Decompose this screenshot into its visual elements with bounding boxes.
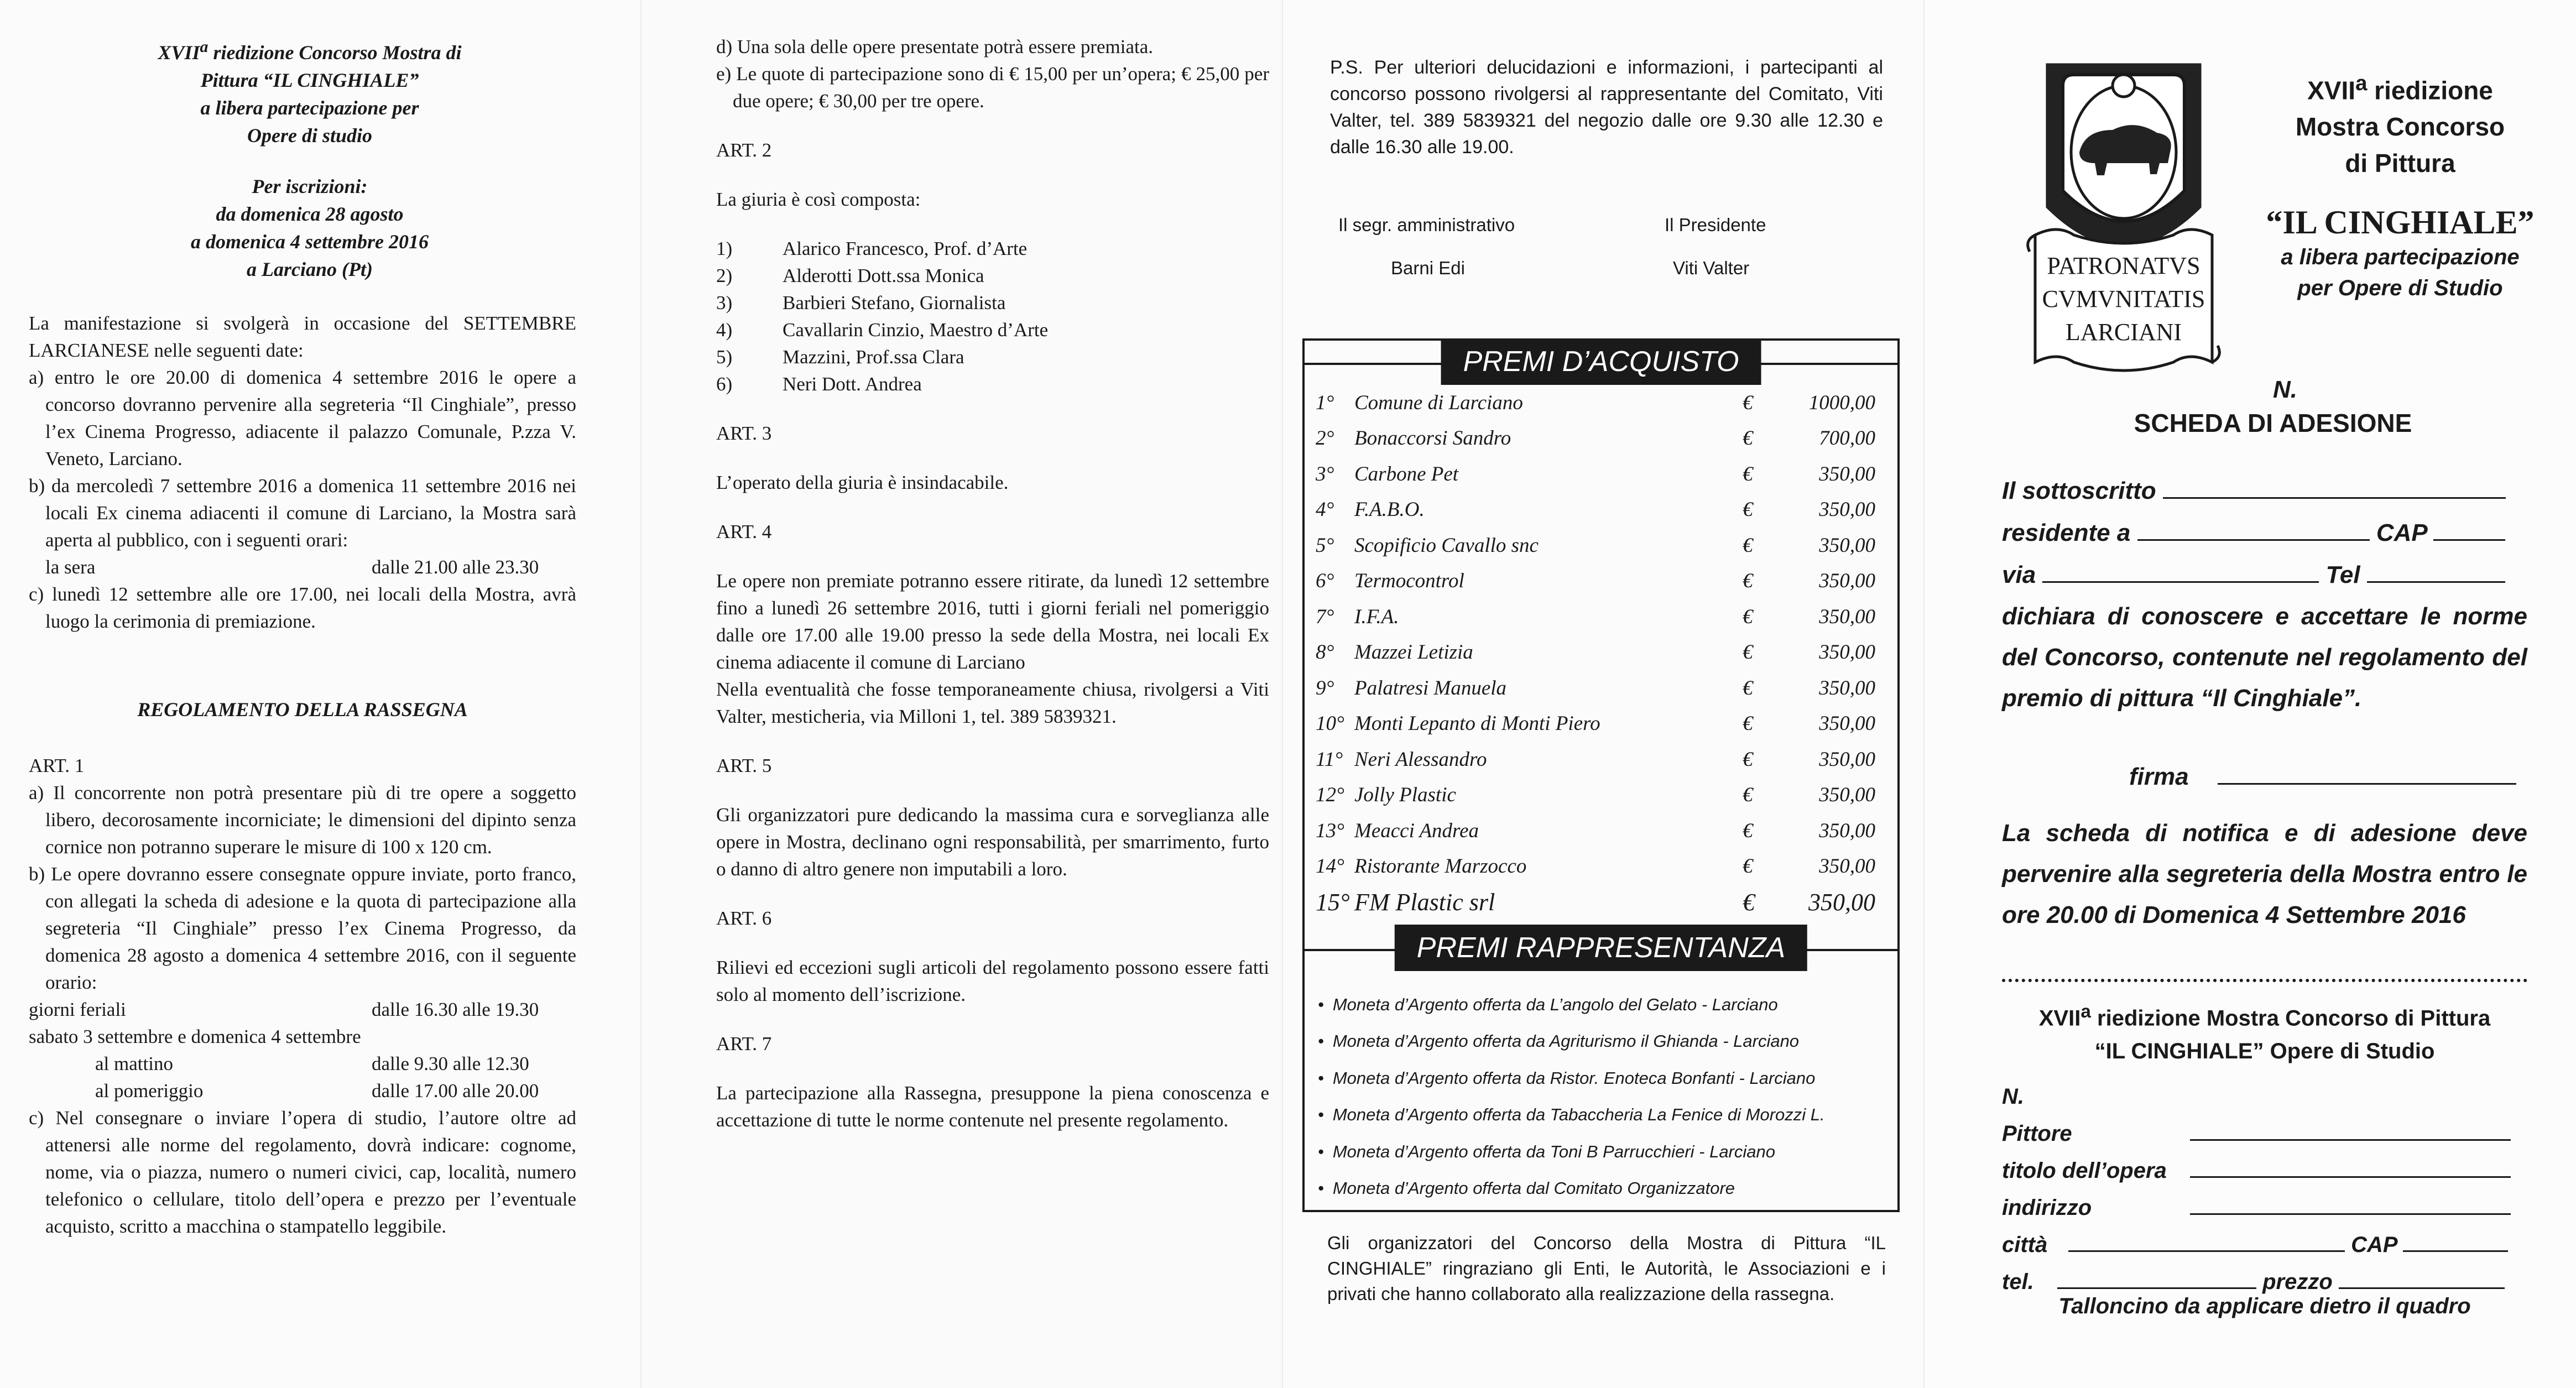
- prize-amount: 350,00: [1819, 534, 1875, 557]
- prize-name: Meacci Andrea: [1354, 819, 1479, 842]
- ps-note: P.S. Per ulteriori delucidazioni e informazioni, i partecipanti al concorso possono rivolgersi al rappresentante del Comitato, Viti Valter, tel. 389 5839321 del negozio dalle ore 9.30 alle 12.30 e dalle 16.30 alle 19.00.: [1330, 57, 1883, 158]
- prize-row: [1305, 670, 1897, 706]
- hdr-rest: riedizione: [2367, 76, 2493, 105]
- prize-currency: €: [1743, 534, 1753, 557]
- hdr-line-2: Mostra Concorso: [2295, 112, 2505, 142]
- iscr-line-4: a Larciano (Pt): [247, 258, 373, 280]
- coup-sup: a: [2080, 1001, 2091, 1022]
- jury-name: Neri Dott. Andrea: [783, 373, 922, 395]
- jury-name: Barbieri Stefano, Giornalista: [783, 292, 1006, 314]
- art7-text: La partecipazione alla Rassegna, presuppone la piena conoscenza e accettazione di tutte le norme contenute nel presente regolamento.: [716, 1082, 1269, 1131]
- art1-item-e: e) Le quote di partecipazione sono di € 15,00 per un’opera; € 25,00 per due opere; € 30,00 per tre opere.: [716, 63, 1269, 112]
- prize-currency: €: [1743, 819, 1753, 842]
- prize-rank: 13°: [1316, 819, 1344, 842]
- coupon-tel-label: tel.: [2002, 1270, 2034, 1294]
- sera-time: dalle 21.00 alle 23.30: [372, 556, 539, 578]
- prize-amount: 1000,00: [1808, 391, 1875, 414]
- prize-amount: 350,00: [1819, 712, 1875, 735]
- sig-left-name: Barni Edi: [1391, 258, 1465, 278]
- feriali-time: dalle 16.30 alle 19.30: [372, 999, 539, 1020]
- art5-heading: ART. 5: [716, 755, 772, 776]
- intro-section: [29, 310, 576, 635]
- sig-right-name: Viti Valter: [1673, 258, 1750, 278]
- intro-item-c: c) lunedì 12 settembre alle ore 17.00, nei locali della Mostra, avrà luogo la cerimonia di premiazione.: [29, 583, 576, 632]
- acquisto-title: PREMI D’ACQUISTO: [1441, 338, 1761, 385]
- indirizzo-field[interactable]: [2190, 1195, 2511, 1215]
- jury-number: 1): [716, 238, 733, 259]
- hdr-sub-1: a libera partecipazione: [2281, 245, 2520, 270]
- prize-row: [1305, 528, 1897, 563]
- prize-name: I.F.A.: [1354, 605, 1399, 628]
- declaration-text: dichiara di conoscere e accettare le norme del Concorso, contenute nel regolamento del premio di pittura “Il Cinghiale”.: [2002, 603, 2527, 712]
- prize-rank: 11°: [1316, 748, 1343, 771]
- via-label: via: [2002, 561, 2036, 588]
- event-title: [53, 33, 567, 149]
- art1-item-c: c) Nel consegnare o inviare l’opera di studio, l’autore oltre ad attenersi alle norme del regolamento, dovrà indicare: cognome, nome, via o piazza, numero o numeri civici, cap, località, numero telefonico o cellulare, titolo dell’opera e prezzo per l’eventuale acquisto, scritto a macchina o stampatello leggibile.: [29, 1107, 576, 1237]
- art6-text: Rilievi ed eccezioni sugli articoli del regolamento possono essere fatti solo al momento dell’iscrizione.: [716, 957, 1269, 1005]
- rappresentanza-item: • Moneta d’Argento offerta da Toni B Parrucchieri - Larciano: [1318, 1134, 1897, 1171]
- prize-currency: €: [1743, 605, 1753, 628]
- prize-currency: €: [1743, 676, 1753, 700]
- prize-amount: 350,00: [1819, 605, 1875, 628]
- titolo-field[interactable]: [2190, 1158, 2511, 1178]
- prize-name: Mazzei Letizia: [1354, 641, 1473, 664]
- prize-name: Jolly Plastic: [1354, 784, 1456, 807]
- prize-amount: 350,00: [1819, 498, 1875, 521]
- panel-regolamento-2: [642, 0, 1283, 1388]
- prize-currency: €: [1743, 855, 1753, 878]
- pomeriggio-label: al pomeriggio: [95, 1080, 204, 1102]
- prize-row: [1305, 635, 1897, 671]
- schedule-pomeriggio: [29, 1077, 576, 1104]
- prize-rank: 8°: [1316, 641, 1334, 664]
- coupon-form: [2002, 1078, 2527, 1301]
- prize-row: [1305, 813, 1897, 849]
- notice-text: La scheda di notifica e di adesione deve pervenire alla segreteria della Mostra entro le ore 20.00 di Domenica 4 Settembre 2016: [2002, 820, 2527, 928]
- prize-row: [1305, 849, 1897, 885]
- rappresentanza-title: PREMI RAPPRESENTANZA: [1395, 925, 1807, 971]
- iscr-line-3: a domenica 4 settembre 2016: [191, 231, 429, 253]
- prize-amount: 350,00: [1819, 462, 1875, 486]
- art1-heading: ART. 1: [29, 755, 85, 776]
- jury-member: [716, 316, 1269, 343]
- prize-currency: €: [1743, 748, 1753, 771]
- jury-member: [716, 289, 1269, 316]
- art1-item-b: b) Le opere dovranno essere consegnate oppure inviate, porto franco, con allegati la scheda di adesione e la quota di partecipazione alla segreteria “Il Cinghiale” presso l’ex Cinema Progresso, da domenica 28 agosto a domenica 4 settembre 2016, con il seguente orario:: [29, 863, 576, 993]
- prize-amount: 350,00: [1819, 748, 1875, 771]
- registration-dates: [53, 173, 567, 283]
- panel-regolamento-1: [0, 0, 642, 1388]
- prize-rank: 12°: [1316, 784, 1344, 807]
- regolamento-heading: REGOLAMENTO DELLA RASSEGNA: [137, 698, 468, 721]
- intro-text: La manifestazione si svolgerà in occasione del SETTEMBRE LARCIANESE nelle seguenti date:: [29, 312, 576, 361]
- prize-rank: 10°: [1316, 712, 1344, 735]
- scheda-header: [2245, 65, 2555, 304]
- scheda-title: SCHEDA DI ADESIONE: [2134, 409, 2412, 437]
- panel-premi: [1283, 0, 1925, 1388]
- title-line-4: Opere di studio: [247, 124, 372, 147]
- jury-number: 2): [716, 265, 733, 286]
- rappresentanza-item: • Moneta d’Argento offerta da Tabaccheria La Fenice di Morozzi L.: [1318, 1097, 1897, 1134]
- art3-text: L’operato della giuria è insindacabile.: [716, 472, 1009, 493]
- prize-rank: 7°: [1316, 605, 1334, 628]
- comune-emblem-logo: [2024, 53, 2223, 401]
- citta-field[interactable]: [2068, 1232, 2345, 1252]
- coup-line-2: “IL CINGHIALE” Opere di Studio: [2094, 1039, 2435, 1064]
- prize-amount: 700,00: [1819, 427, 1875, 450]
- firma-row: [2129, 763, 2516, 791]
- jury-list: [716, 235, 1269, 398]
- tel-field[interactable]: [2367, 563, 2505, 583]
- signatures: [1338, 215, 1891, 279]
- jury-name: Mazzini, Prof.ssa Clara: [783, 346, 964, 368]
- titolo-label: titolo dell’opera: [2002, 1159, 2167, 1183]
- prezzo-label: prezzo: [2262, 1270, 2333, 1294]
- hdr-roman: XVII: [2307, 76, 2356, 105]
- jury-number: 5): [716, 346, 733, 368]
- coupon-n-label: N.: [2002, 1084, 2024, 1109]
- sig-right-title: Il Presidente: [1665, 215, 1766, 235]
- tel-label: Tel: [2325, 561, 2360, 588]
- prize-amount: 350,00: [1819, 855, 1875, 878]
- acquisto-table: [1305, 385, 1897, 920]
- residente-label: residente a: [2002, 519, 2131, 546]
- schedule-weekend: sabato 3 settembre e domenica 4 settembre: [29, 1026, 361, 1047]
- jury-name: Alderotti Dott.ssa Monica: [783, 265, 984, 286]
- jury-name: Alarico Francesco, Prof. d’Arte: [783, 238, 1028, 259]
- talloncino-note: Talloncino da applicare dietro il quadro: [2058, 1294, 2471, 1318]
- prize-name: Ristorante Marzocco: [1354, 855, 1527, 878]
- prize-currency: €: [1743, 498, 1753, 521]
- prize-rank: 4°: [1316, 498, 1334, 521]
- citta-label: città: [2002, 1233, 2048, 1257]
- prize-row: [1305, 492, 1897, 528]
- rappresentanza-item: • Moneta d’Argento offerta da L’angolo del Gelato - Larciano: [1318, 987, 1897, 1024]
- art2-heading: ART. 2: [716, 139, 772, 161]
- coupon-cap-field[interactable]: [2403, 1232, 2508, 1252]
- hdr-line-3: di Pittura: [2345, 149, 2455, 178]
- prize-name: Scopificio Cavallo snc: [1354, 534, 1539, 557]
- rappresentanza-band: [1305, 925, 1897, 971]
- jury-member: [716, 235, 1269, 262]
- coup-roman: XVII: [2038, 1006, 2081, 1031]
- prize-name: Palatresi Manuela: [1354, 676, 1507, 700]
- prize-row: [1305, 742, 1897, 778]
- via-field[interactable]: [2042, 563, 2319, 583]
- jury-member: [716, 343, 1269, 371]
- prize-row: [1305, 385, 1897, 421]
- prize-row: [1305, 778, 1897, 813]
- intro-item-a: a) entro le ore 20.00 di domenica 4 settembre 2016 le opere a concorso dovranno pervenire alla segreteria “Il Cinghiale”, presso l’ex Cinema Progresso, adiacente il palazzo Comunale, P.zza V. Veneto, Larciano.: [29, 367, 576, 469]
- prize-currency: €: [1743, 427, 1753, 450]
- hdr-sup: a: [2355, 71, 2368, 95]
- emblem-word-2: CVMVNITATIS: [2042, 285, 2205, 312]
- schedule-mattino: [29, 1050, 576, 1077]
- coup-rest: riedizione Mostra Concorso di Pittura: [2090, 1006, 2491, 1031]
- art4-heading: ART. 4: [716, 521, 772, 542]
- sera-row: [29, 554, 576, 581]
- pittore-label: Pittore: [2002, 1121, 2072, 1146]
- sig-left-title: Il segr. amministrativo: [1338, 215, 1515, 235]
- prize-name: Termocontrol: [1354, 570, 1464, 593]
- prize-row: [1305, 706, 1897, 742]
- coupon-tel-field[interactable]: [2057, 1269, 2256, 1289]
- schedule-feriali: [29, 996, 576, 1023]
- prize-row: [1305, 884, 1897, 920]
- thanks-text: Gli organizzatori del Concorso della Mostra di Pittura “IL CINGHIALE” ringraziano gli Enti, le Autorità, le Associazioni e i privati che hanno collaborato alla realizzazione della rassegna.: [1327, 1233, 1886, 1304]
- articles-column: [716, 33, 1269, 1134]
- pomeriggio-time: dalle 17.00 alle 20.00: [372, 1080, 539, 1102]
- hdr-cinghiale: “IL CINGHIALE”: [2266, 204, 2535, 241]
- art4-text-1: Le opere non premiate potranno essere ritirate, da lunedì 12 settembre fino a lunedì 26 settembre 2016, tutti i giorni feriali nel pomeriggio dalle ore 17.00 alle 19.00 presso la sede della Mostra, nei locali Ex cinema adiacente il comune di Larciano: [716, 570, 1269, 673]
- prize-rank: 9°: [1316, 676, 1334, 700]
- coupon-cap-label: CAP: [2351, 1233, 2397, 1257]
- art1-item-a: a) Il concorrente non potrà presentare più di tre opere a soggetto libero, decorosamente incorniciate; le dimensioni del dipinto senza cornice non potranno superare le misure di 100 x 120 cm.: [29, 782, 576, 858]
- prize-name: Bonaccorsi Sandro: [1354, 427, 1511, 450]
- art3-heading: ART. 3: [716, 422, 772, 444]
- sottoscritto-field[interactable]: [2163, 479, 2506, 499]
- art2-intro: La giuria è così composta:: [716, 189, 921, 210]
- emblem-word-3: LARCIANI: [2065, 319, 2182, 346]
- art6-heading: ART. 6: [716, 907, 772, 929]
- prize-currency: €: [1743, 784, 1753, 807]
- iscr-line-1: Per iscrizioni:: [252, 175, 368, 197]
- coupon-header: [2002, 995, 2527, 1068]
- prize-currency: €: [1743, 888, 1755, 916]
- indirizzo-label: indirizzo: [2002, 1196, 2092, 1220]
- feriali-label: giorni feriali: [29, 999, 126, 1020]
- adesione-form: [2002, 470, 2527, 719]
- art5-text: Gli organizzatori pure dedicando la massima cura e sorveglianza alle opere in Mostra, declinano ogni responsabilità, per smarrimento, furto o danno di altro genere non imputabili a loro.: [716, 804, 1269, 880]
- residente-field[interactable]: [2137, 521, 2370, 541]
- prizes-box: [1302, 338, 1900, 1212]
- prize-name: FM Plastic srl: [1354, 888, 1495, 916]
- title-line-2: Pittura “IL CINGHIALE”: [200, 69, 419, 91]
- prize-name: Neri Alessandro: [1354, 748, 1487, 771]
- emblem-word-1: PATRONATVS: [2047, 252, 2200, 279]
- jury-member: [716, 371, 1269, 398]
- hdr-sub-2: per Opere di Studio: [2297, 276, 2503, 301]
- art1-item-d: d) Una sola delle opere presentate potrà essere premiata.: [716, 36, 1154, 58]
- title-roman: XVII: [158, 41, 200, 64]
- rappresentanza-item: • Moneta d’Argento offerta da Ristor. Enoteca Bonfanti - Larciano: [1318, 1060, 1897, 1097]
- rappresentanza-item: • Moneta d’Argento offerta da Agriturismo il Ghianda - Larciano: [1318, 1023, 1897, 1060]
- prize-rank: 1°: [1316, 391, 1334, 414]
- scheda-number-label: N.: [2273, 376, 2297, 403]
- prize-row: [1305, 421, 1897, 457]
- prize-currency: €: [1743, 462, 1753, 486]
- sera-label: la sera: [45, 556, 96, 578]
- prize-row: [1305, 563, 1897, 599]
- prize-amount: 350,00: [1819, 570, 1875, 593]
- prize-name: F.A.B.O.: [1354, 498, 1425, 521]
- prize-rank: 5°: [1316, 534, 1334, 557]
- prize-amount: 350,00: [1808, 888, 1875, 916]
- prize-amount: 350,00: [1819, 676, 1875, 700]
- prize-rank: 15°: [1316, 888, 1350, 916]
- jury-name: Cavallarin Cinzio, Maestro d’Arte: [783, 319, 1049, 341]
- prize-name: Monti Lepanto di Monti Piero: [1354, 712, 1600, 735]
- firma-label: firma: [2129, 763, 2189, 790]
- cap-field[interactable]: [2433, 521, 2505, 541]
- prize-currency: €: [1743, 391, 1753, 414]
- prize-name: Carbone Pet: [1354, 462, 1459, 486]
- prize-rank: 14°: [1316, 855, 1344, 878]
- title-line-3: a libera partecipazione per: [200, 97, 419, 119]
- prize-amount: 350,00: [1819, 784, 1875, 807]
- rappresentanza-list: [1318, 987, 1897, 1207]
- prize-rank: 2°: [1316, 427, 1334, 450]
- cut-line: [2002, 979, 2527, 982]
- sottoscritto-label: Il sottoscritto: [2002, 477, 2156, 504]
- jury-member: [716, 262, 1269, 289]
- prize-name: Comune di Larciano: [1354, 391, 1523, 414]
- mattino-time: dalle 9.30 alle 12.30: [372, 1053, 529, 1074]
- art1-section: [29, 752, 576, 1240]
- jury-number: 4): [716, 319, 733, 341]
- panel-scheda: [1925, 0, 2576, 1388]
- title-rest: riedizione Concorso Mostra di: [208, 41, 462, 64]
- mattino-label: al mattino: [95, 1053, 173, 1074]
- prize-amount: 350,00: [1819, 819, 1875, 842]
- firma-field[interactable]: [2218, 765, 2516, 785]
- jury-number: 3): [716, 292, 733, 314]
- intro-item-b: b) da mercoledì 7 settembre 2016 a domenica 11 settembre 2016 nei locali Ex cinema adiacenti il comune di Larciano, la Mostra sarà aperta al pubblico, con i seguenti orari:: [29, 475, 576, 551]
- art4-text-2: Nella eventualità che fosse temporaneamente chiusa, rivolgersi a Viti Valter, mesticheria, via Milloni 1, tel. 389 5839321.: [716, 679, 1269, 727]
- prize-currency: €: [1743, 570, 1753, 593]
- prize-row: [1305, 456, 1897, 492]
- art7-heading: ART. 7: [716, 1033, 772, 1055]
- title-sup: a: [200, 38, 208, 56]
- iscr-line-2: da domenica 28 agosto: [216, 203, 404, 225]
- jury-number: 6): [716, 373, 733, 395]
- prize-rank: 6°: [1316, 570, 1334, 593]
- prize-currency: €: [1743, 712, 1753, 735]
- prezzo-field[interactable]: [2339, 1269, 2505, 1289]
- pittore-field[interactable]: [2190, 1121, 2511, 1141]
- rappresentanza-item: • Moneta d’Argento offerta dal Comitato Organizzatore: [1318, 1170, 1897, 1207]
- prize-currency: €: [1743, 641, 1753, 664]
- prize-rank: 3°: [1316, 462, 1334, 486]
- cap-label: CAP: [2376, 519, 2427, 546]
- acquisto-band: [1305, 338, 1897, 385]
- prize-amount: 350,00: [1819, 641, 1875, 664]
- prize-row: [1305, 599, 1897, 635]
